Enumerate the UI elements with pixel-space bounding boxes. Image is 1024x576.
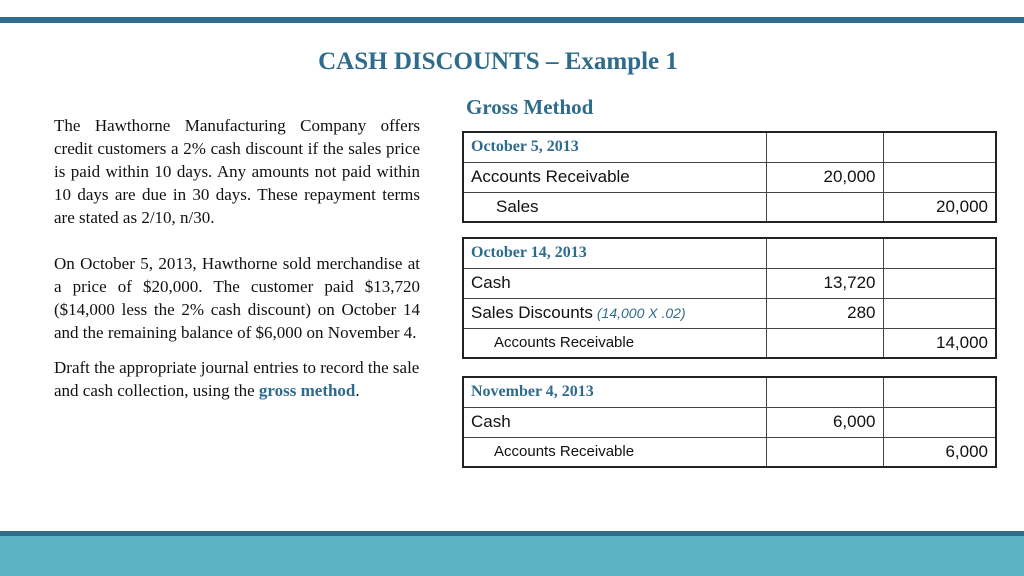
instruction-end: . [355,381,360,400]
debit-amount: 20,000 [766,162,883,192]
account-name: Sales [463,192,766,222]
debit-amount: 6,000 [766,407,883,437]
credit-cell [883,238,996,268]
account-cell [463,298,766,328]
credit-amount: 6,000 [883,437,996,467]
credit-amount [883,268,996,298]
debit-cell [766,132,883,162]
credit-amount [883,162,996,192]
description-paragraph-2: On October 5, 2013, Hawthorne sold merchandise at a price of $20,000. The customer paid $13,720 ($14,000 less the 2% cash discount) on October 14 and the remaining balance of $6,000 on November 4. [54,254,420,342]
account-name: Sales Discounts [471,303,593,322]
journal-entry-oct-14 [462,237,997,359]
debit-amount: 13,720 [766,268,883,298]
instruction-text: Draft the appropriate journal entries to record the sale and cash collection, using the [54,358,420,400]
account-name: Accounts Receivable [463,328,766,358]
debit-amount [766,328,883,358]
entry-date: October 5, 2013 [463,132,766,162]
credit-amount [883,298,996,328]
credit-cell [883,377,996,407]
top-accent-bar [0,17,1024,23]
journal-row [463,328,996,358]
journal-row [463,407,996,437]
entry-date: October 14, 2013 [463,238,766,268]
journal-row [463,268,996,298]
journal-row [463,192,996,222]
debit-amount: 280 [766,298,883,328]
journal-entry-nov-4 [462,376,997,468]
credit-amount: 14,000 [883,328,996,358]
credit-amount [883,407,996,437]
debit-cell [766,238,883,268]
entry-date: November 4, 2013 [463,377,766,407]
description-paragraph-1: The Hawthorne Manufacturing Company offers credit customers a 2% cash discount if the sales price is paid within 10 days. Any amounts not paid within 10 days are due in 30 days. These repayment terms are stated as 2/10, n/30. [54,116,420,227]
description-paragraph-3 [54,356,420,402]
entry-date-row [463,238,996,268]
method-subtitle: Gross Method [466,95,594,119]
journal-row [463,437,996,467]
account-name: Cash [463,268,766,298]
journal-row [463,298,996,328]
journal-row [463,162,996,192]
credit-cell [883,132,996,162]
account-name: Cash [463,407,766,437]
account-name: Accounts Receivable [463,437,766,467]
debit-amount [766,437,883,467]
credit-amount: 20,000 [883,192,996,222]
entry-date-row [463,132,996,162]
gross-method-highlight: gross method [258,381,356,400]
bottom-accent-band [0,536,1024,576]
calculation-note: (14,000 X .02) [596,305,686,321]
account-name: Accounts Receivable [463,162,766,192]
problem-description [54,114,420,402]
debit-cell [766,377,883,407]
slide-title: CASH DISCOUNTS – Example 1 [318,48,678,75]
journal-entry-oct-5 [462,131,997,223]
entry-date-row [463,377,996,407]
debit-amount [766,192,883,222]
